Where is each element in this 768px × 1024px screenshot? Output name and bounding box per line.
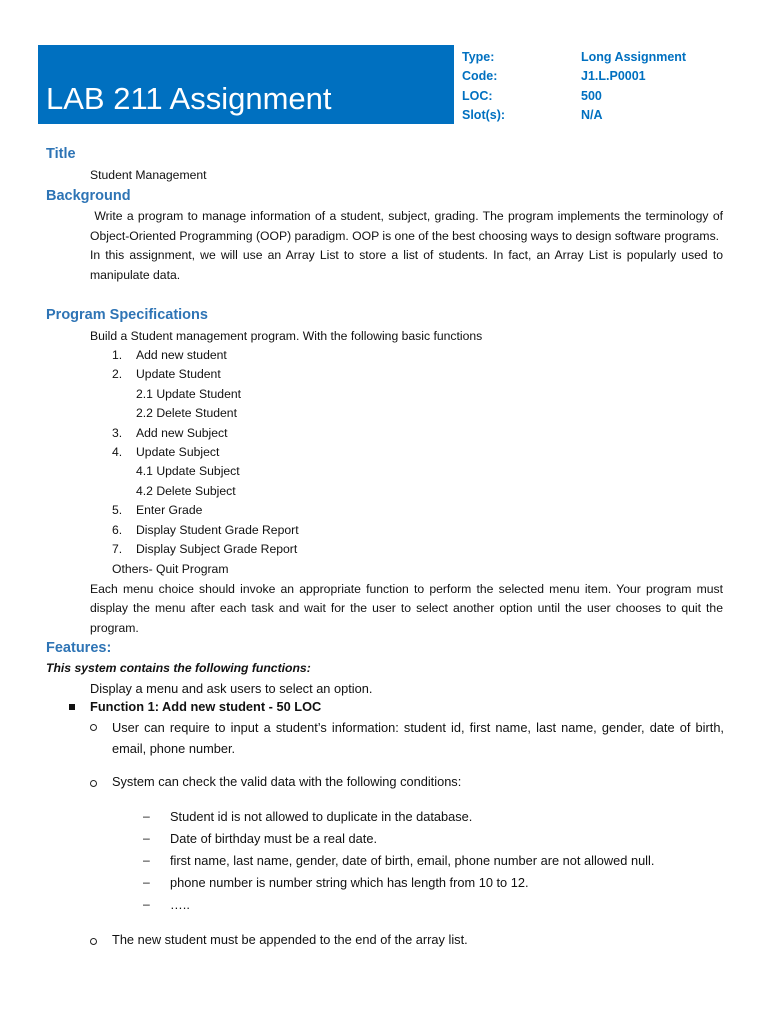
list-number: 5. <box>112 503 123 517</box>
function1-check-desc: System can check the valid data with the following conditions: <box>112 774 462 789</box>
condition-item: phone number is number string which has length from 10 to 12. <box>170 875 529 890</box>
background-heading: Background <box>46 188 131 204</box>
list-item: Add new student <box>136 348 227 362</box>
list-number: 3. <box>112 426 123 440</box>
circle-bullet-icon <box>90 938 97 945</box>
background-line: In this assignment, we will use an Array List to store a list of students. In fact, an Array List is popularly used to manipulate data. <box>90 248 723 283</box>
background-paragraph <box>90 207 727 286</box>
page-title: LAB 211 Assignment <box>46 81 332 116</box>
list-number: 4. <box>112 445 123 459</box>
dash-bullet-icon: – <box>143 875 150 889</box>
features-subtitle: This system contains the following functions: <box>46 661 311 675</box>
function1-append-desc: The new student must be appended to the end of the array list. <box>112 932 468 947</box>
list-subitem: 4.2 Delete Subject <box>136 484 236 498</box>
list-item: Update Student <box>136 367 221 381</box>
list-number: 6. <box>112 523 123 537</box>
list-number: 1. <box>112 348 123 362</box>
meta-value: Long Assignment <box>581 50 687 64</box>
assignment-meta <box>462 48 752 125</box>
title-heading: Title <box>46 146 76 162</box>
title-text: Student Management <box>90 168 207 182</box>
list-item: Update Subject <box>136 445 220 459</box>
circle-bullet-icon <box>90 780 97 787</box>
dash-bullet-icon: – <box>143 897 150 911</box>
meta-key: Type: <box>462 50 495 64</box>
list-item: Add new Subject <box>136 426 228 440</box>
dash-bullet-icon: – <box>143 809 150 823</box>
meta-key: LOC: <box>462 88 493 103</box>
specs-heading: Program Specifications <box>46 307 208 323</box>
condition-item: Date of birthday must be a real date. <box>170 831 377 846</box>
function1-input-desc: User can require to input a student’s information: student id, first name, last name, gender, date of birth, email, phone number. <box>112 720 724 756</box>
list-subitem: 2.1 Update Student <box>136 387 242 401</box>
meta-row-type <box>462 48 752 67</box>
meta-row-code <box>462 67 752 86</box>
list-item: Display Subject Grade Report <box>136 542 298 556</box>
features-heading: Features: <box>46 640 112 656</box>
meta-value: 500 <box>581 88 602 103</box>
background-line: Write a program to manage information of a student, subject, grading. The program implements the terminology of Object-Oriented Programming (OOP) paradigm. OOP is one of the best choosing ways to design software programs. <box>90 209 727 243</box>
meta-value: J1.L.P0001 <box>581 69 646 84</box>
list-number: 7. <box>112 542 123 556</box>
function1-title: Function 1: Add new student - 50 LOC <box>90 699 322 714</box>
condition-item: first name, last name, gender, date of birth, email, phone number are not allowed null. <box>170 853 655 868</box>
square-bullet-icon <box>69 704 75 710</box>
list-subitem: 4.1 Update Subject <box>136 464 240 478</box>
specs-intro: Build a Student management program. With the following basic functions <box>90 329 483 343</box>
meta-key: Code: <box>462 69 498 84</box>
condition-item: ….. <box>170 897 190 912</box>
meta-value: N/A <box>581 107 603 122</box>
list-item: Enter Grade <box>136 503 203 517</box>
others-line: Others- Quit Program <box>112 562 229 576</box>
specs-closing: Each menu choice should invoke an appropriate function to perform the selected menu item. Your program must display the menu after each task and wait for the user to select another option until the user chooses to quit the program. <box>90 582 723 635</box>
dash-bullet-icon: – <box>143 853 150 867</box>
circle-bullet-icon <box>90 724 97 731</box>
meta-key: Slot(s): <box>462 107 506 122</box>
condition-item: Student id is not allowed to duplicate in the database. <box>170 809 473 824</box>
menu-line: Display a menu and ask users to select an option. <box>90 681 373 696</box>
header-banner <box>38 45 454 124</box>
list-item: Display Student Grade Report <box>136 523 299 537</box>
list-subitem: 2.2 Delete Student <box>136 406 237 420</box>
meta-row-slots <box>462 106 752 125</box>
dash-bullet-icon: – <box>143 831 150 845</box>
list-number: 2. <box>112 367 123 381</box>
meta-row-loc <box>462 87 752 106</box>
